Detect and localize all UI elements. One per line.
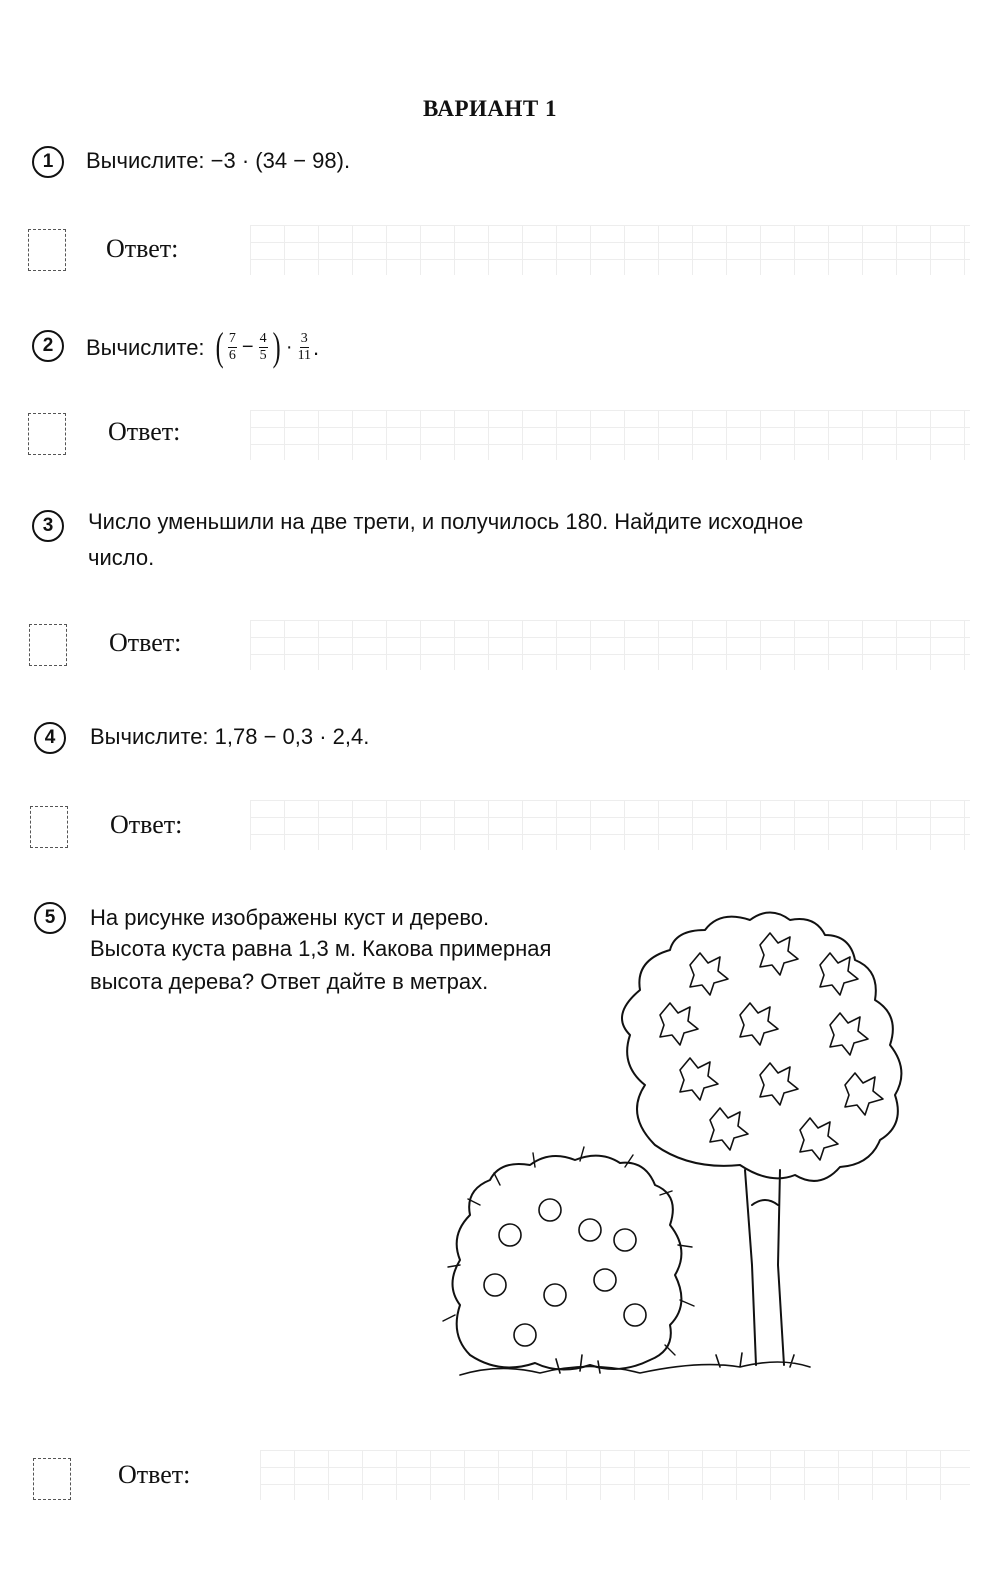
bush-flowers	[484, 1199, 646, 1346]
answer-box-3[interactable]	[29, 624, 67, 666]
answer-box-5[interactable]	[33, 1458, 71, 1500]
tree-crown	[622, 913, 901, 1181]
minus-sign: −	[241, 335, 254, 358]
fraction-numerator: 7	[228, 330, 236, 346]
open-paren: (	[215, 324, 224, 369]
task-5-line-3: высота дерева? Ответ дайте в метрах.	[90, 969, 489, 994]
fraction-4-5	[259, 331, 268, 364]
tree-leaves	[660, 933, 883, 1160]
answer-label-4: Ответ:	[110, 810, 183, 839]
bush-outline	[453, 1156, 682, 1370]
task-number-5: 5	[34, 902, 66, 934]
answer-grid-1	[250, 225, 970, 275]
answer-grid-4	[250, 800, 970, 850]
task-number-3: 3	[32, 510, 64, 542]
answer-box-2[interactable]	[28, 413, 66, 455]
answer-label-2: Ответ:	[108, 417, 181, 446]
task-4-text: Вычислите: 1,78 − 0,3 · 2,4.	[90, 724, 370, 749]
fraction-denominator: 5	[259, 347, 267, 363]
page-title: ВАРИАНТ 1	[422, 96, 558, 121]
task-number-2: 2	[32, 330, 64, 362]
answer-grid-2	[250, 410, 970, 460]
task-2-prefix: Вычислите:	[86, 334, 205, 360]
fraction-numerator: 3	[300, 330, 308, 346]
answer-box-4[interactable]	[30, 806, 68, 848]
fraction-denominator: 11	[297, 347, 312, 363]
fraction-3-11	[298, 331, 311, 364]
answer-grid-3	[250, 620, 970, 670]
grass	[460, 1353, 810, 1375]
bush-and-tree-illustration	[440, 905, 920, 1405]
answer-label-5: Ответ:	[118, 1460, 191, 1489]
task-1-text: Вычислите: −3 · (34 − 98).	[86, 148, 351, 173]
answer-label-1: Ответ:	[106, 234, 179, 263]
task-2-text	[86, 324, 319, 370]
fraction-numerator: 4	[259, 330, 267, 346]
task-5-line-1: На рисунке изображены куст и дерево.	[90, 905, 490, 930]
bush-spikes	[443, 1147, 694, 1355]
dot-sign: ·	[285, 335, 293, 358]
period: .	[313, 334, 320, 360]
answer-box-1[interactable]	[28, 229, 66, 271]
close-paren: )	[272, 324, 281, 369]
task-number-4: 4	[34, 722, 66, 754]
fraction-denominator: 6	[228, 347, 236, 363]
task-5-line-2: Высота куста равна 1,3 м. Какова примерная	[90, 936, 552, 961]
answer-label-3: Ответ:	[109, 628, 182, 657]
task-3-line-2: число.	[88, 545, 155, 570]
fraction-7-6	[228, 331, 237, 364]
answer-grid-5	[260, 1450, 970, 1500]
task-3-line-1: Число уменьшили на две трети, и получилось 180. Найдите исходное	[88, 509, 804, 534]
task-number-1: 1	[32, 146, 64, 178]
